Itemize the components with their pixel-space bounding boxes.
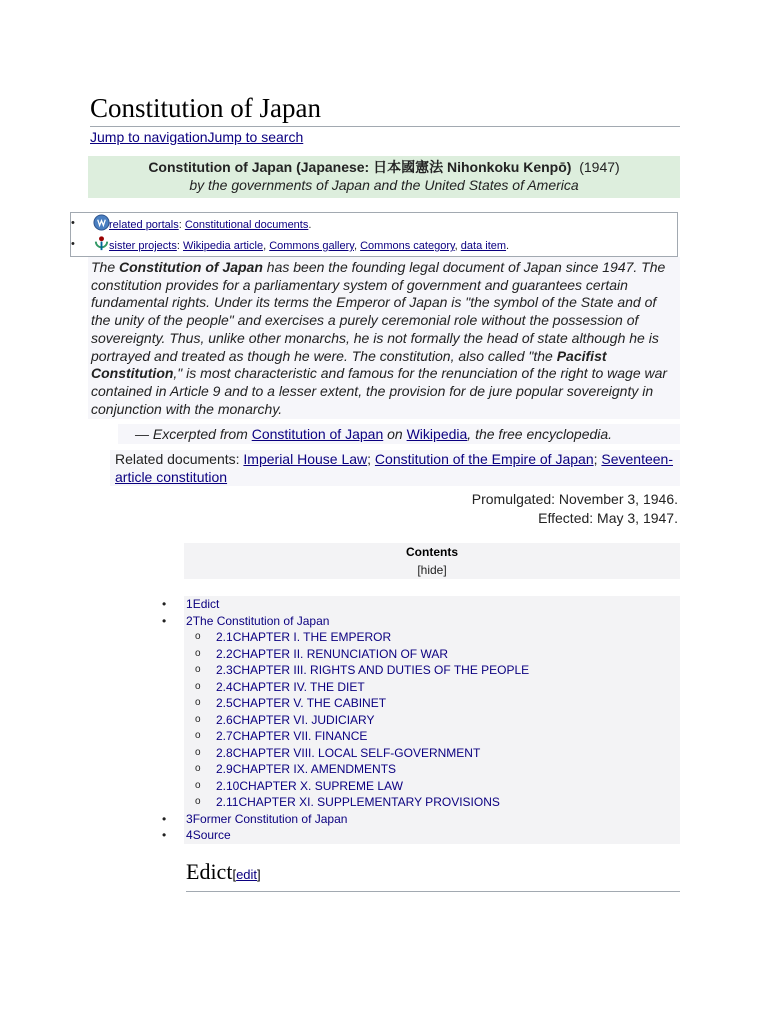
header-box	[88, 156, 680, 198]
page-title: Constitution of Japan	[90, 92, 680, 127]
intro-text: The	[91, 259, 120, 275]
toc-number: 2.9	[216, 762, 233, 776]
edit-link[interactable]: edit	[236, 867, 258, 882]
toc-number: 2.5	[216, 696, 233, 710]
toc-text: CHAPTER VI. JUDICIARY	[232, 712, 375, 727]
toc-number: 3	[186, 811, 193, 826]
effected-date: Effected: May 3, 1947.	[538, 510, 678, 526]
toc-text: Former Constitution of Japan	[192, 811, 348, 826]
portal-box	[70, 212, 678, 257]
toc-subitem[interactable]	[184, 629, 680, 646]
toc-header	[184, 543, 680, 579]
intro-bold-term: Pacifist Constitution	[91, 347, 607, 382]
jump-to-navigation-link[interactable]: Jump to navigation	[90, 129, 208, 145]
constitutional-documents-link[interactable]: Constitutional documents	[184, 219, 309, 231]
toc-text: CHAPTER VII. FINANCE	[232, 729, 368, 743]
bullet: •	[162, 613, 167, 628]
toc-text: CHAPTER I. THE EMPEROR	[232, 630, 392, 644]
toc-subitem[interactable]	[184, 778, 680, 795]
portal-icon	[93, 214, 110, 231]
header-year: (1947)	[579, 159, 620, 175]
intro-text: has been the founding legal document of Japan since 1947. The constitution provides for a parliamentary system of government and guarantees certain fundamental rights. Under its terms the Emperor of Japan is "the symbol of the State and of the unity of the people" and exercises a purely ceremonial role without the possession of sovereignty. Thus, unlike other monarchs, he is not formally the head of state although he is portrayed and treated as though he were. The constitution, also called "the	[91, 259, 666, 364]
toc-text: CHAPTER III. RIGHTS AND DUTIES OF THE PEOPLE	[232, 663, 530, 677]
toc-number: 2.6	[216, 712, 233, 727]
excerpt-text: , the free encyclopedia.	[467, 426, 613, 442]
header-byline: by the governments of Japan and the United States of America	[189, 177, 579, 193]
toc-number: 2.2	[216, 646, 233, 661]
related-label: Related documents:	[115, 451, 244, 467]
constitution-empire-japan-link[interactable]: Constitution of the Empire of Japan	[374, 451, 594, 467]
imperial-house-law-link[interactable]: Imperial House Law	[243, 451, 368, 467]
toc-number: 2	[186, 613, 193, 628]
toc-hide-toggle[interactable]: [hide]	[417, 563, 447, 577]
toc-subitem[interactable]	[184, 761, 680, 778]
edict-section-heading	[186, 858, 680, 892]
dates-block	[380, 490, 678, 528]
promulgated-date: Promulgated: November 3, 1946.	[471, 491, 678, 507]
toc-text: CHAPTER XI. SUPPLEMENTARY PROVISIONS	[238, 795, 500, 809]
toc-subitem[interactable]	[184, 662, 680, 679]
toc-number: 2.7	[216, 729, 233, 743]
edit-section	[232, 867, 260, 882]
bullet: •	[71, 238, 75, 250]
excerpt-attribution	[118, 424, 680, 444]
constitution-of-japan-link[interactable]: Constitution of Japan	[251, 426, 384, 442]
bullet: •	[162, 597, 167, 611]
toc-subitem[interactable]	[184, 794, 680, 811]
toc-text: CHAPTER IV. THE DIET	[232, 679, 365, 694]
seventeen-article-constitution-link[interactable]: Seventeen-article constitution	[115, 451, 673, 485]
commons-category-link[interactable]: Commons category	[360, 240, 455, 252]
wikipedia-link[interactable]: Wikipedia	[406, 426, 468, 442]
bullet: o	[195, 697, 201, 708]
toc-number: 4	[186, 828, 193, 842]
toc-text: Source	[192, 828, 231, 842]
toc-title: Contents	[406, 545, 458, 559]
bullet: o	[195, 779, 201, 791]
toc-subitem[interactable]	[184, 728, 680, 745]
bullet: o	[195, 796, 201, 807]
toc-subitem[interactable]	[184, 679, 680, 696]
excerpt-text: on	[383, 426, 407, 442]
toc-text: Edict	[192, 597, 220, 611]
toc-subitem[interactable]	[184, 646, 680, 663]
data-item-link[interactable]: data item	[460, 240, 507, 252]
toc-text: CHAPTER VIII. LOCAL SELF-GOVERNMENT	[232, 745, 481, 760]
sister-projects-item: • sister projects: Wikipedia article, Commons gallery, Commons category, data item.	[71, 234, 677, 255]
header-title: Constitution of Japan (Japanese: 日本國憲法 Nihonkoku Kenpō)	[148, 159, 572, 175]
toc-item[interactable]	[162, 827, 680, 844]
excerpt-text: — Excerpted from	[135, 426, 252, 442]
bullet: •	[162, 811, 167, 826]
toc-subitem[interactable]	[184, 712, 680, 729]
bullet: o	[195, 713, 201, 725]
toc-number: 2.11	[216, 795, 239, 809]
wikipedia-article-link[interactable]: Wikipedia article	[182, 240, 264, 252]
intro-paragraph	[88, 257, 680, 419]
edit-bracket: ]	[257, 867, 261, 882]
related-portals-item: • related portals: Constitutional documents.	[71, 213, 677, 234]
bullet: o	[195, 763, 201, 774]
wikimedia-icon	[93, 235, 110, 252]
bullet: o	[195, 680, 201, 692]
bullet: o	[195, 746, 201, 758]
toc-item[interactable]	[162, 596, 680, 613]
bullet: o	[195, 730, 201, 741]
jump-links	[90, 129, 303, 145]
bullet: o	[195, 664, 201, 675]
toc-number: 2.3	[216, 663, 233, 677]
toc-number: 2.8	[216, 745, 233, 760]
commons-gallery-link[interactable]: Commons gallery	[269, 240, 354, 252]
toc-text: CHAPTER II. RENUNCIATION OF WAR	[232, 646, 449, 661]
jump-to-search-link[interactable]: Jump to search	[207, 129, 304, 145]
toc-number: 2.10	[216, 778, 240, 793]
toc-text: The Constitution of Japan	[192, 613, 330, 628]
toc-number: 1	[186, 597, 193, 611]
bullet: •	[162, 828, 167, 842]
toc-subitem[interactable]	[184, 695, 680, 712]
toc-list	[162, 596, 680, 844]
toc-item[interactable]	[162, 613, 680, 630]
intro-bold-term: Constitution of Japan	[119, 259, 263, 275]
edict-heading-text: Edict	[186, 859, 233, 884]
sister-projects-link[interactable]: sister projects	[109, 240, 177, 252]
edit-bracket: [	[232, 867, 237, 882]
related-portals-link[interactable]: related portals	[109, 219, 179, 231]
intro-text: ," is most characteristic and famous for the renunciation of the right to wage war contained in Article 9 and to a lesser extent, the provision for de jure popular sovereignty in conjunction with the monarchy.	[91, 365, 668, 417]
toc-number: 2.4	[216, 679, 233, 694]
toc-number: 2.1	[216, 630, 233, 644]
related-documents: Related documents: Imperial House Law; Constitution of the Empire of Japan; Seventeen-article constitution	[110, 450, 680, 486]
toc-item[interactable]	[162, 811, 680, 828]
bullet: o	[195, 647, 201, 659]
header-title-line	[88, 158, 680, 176]
toc-subitem[interactable]	[184, 745, 680, 762]
toc-text: CHAPTER IX. AMENDMENTS	[232, 762, 397, 776]
bullet: o	[195, 631, 201, 642]
toc-text: CHAPTER X. SUPREME LAW	[239, 778, 403, 793]
toc-text: CHAPTER V. THE CABINET	[232, 696, 387, 710]
bullet: •	[71, 217, 75, 229]
